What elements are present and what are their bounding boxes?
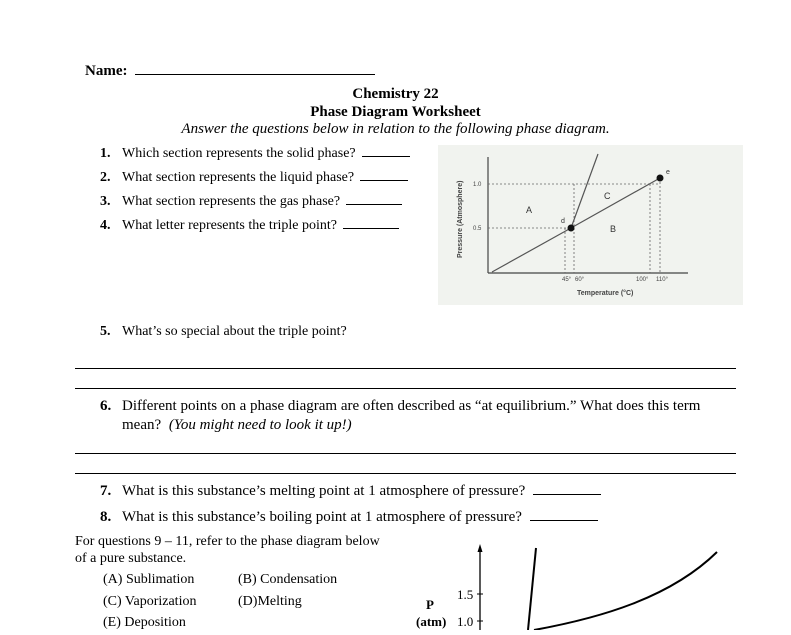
question-number: 4.: [100, 218, 111, 233]
name-field-row: [85, 63, 375, 80]
x-tick-label: 60°: [575, 277, 585, 283]
x-axis-label: Temperature (°C): [577, 290, 634, 297]
y-tick-label: 1.5: [457, 587, 474, 602]
section2-intro-2: of a pure substance.: [75, 551, 187, 566]
vaporization-curve: [534, 552, 717, 630]
option-e: [103, 615, 186, 631]
option-label: (E): [103, 615, 121, 630]
answer-line[interactable]: [75, 473, 736, 474]
worksheet-title: Phase Diagram Worksheet: [310, 104, 481, 120]
section2-intro-1: For questions 9 – 11, refer to the phase diagram below: [75, 534, 380, 549]
question-number: 3.: [100, 194, 111, 209]
question-number: 2.: [100, 170, 111, 185]
option-text: Vaporization: [124, 594, 197, 609]
point-label-e: e: [666, 169, 670, 176]
phase-diagram-1: [438, 145, 743, 305]
option-text: Deposition: [124, 615, 186, 630]
course-title: Chemistry 22: [352, 86, 439, 102]
region-label-b: B: [610, 224, 617, 234]
option-a: [103, 572, 194, 588]
question-3: [100, 194, 402, 210]
phase-diagram-1-svg: [438, 145, 743, 305]
option-label: (B): [238, 572, 257, 587]
question-text: Different points on a phase diagram are often described as “at equilibrium.” What does this term: [122, 398, 701, 414]
name-blank[interactable]: [135, 74, 375, 75]
y-axis-label: Pressure (Atmosphere): [457, 180, 464, 258]
triple-point-marker: [568, 225, 575, 232]
critical-point-marker: [657, 175, 664, 182]
answer-blank[interactable]: [346, 204, 402, 205]
question-text: What letter represents the triple point?: [122, 218, 337, 233]
answer-line[interactable]: [75, 388, 736, 389]
name-label: Name:: [85, 63, 128, 79]
question-number: 5.: [100, 324, 111, 339]
question-text: What is this substance’s boiling point at 1 atmosphere of pressure?: [122, 509, 522, 525]
option-text: Sublimation: [125, 572, 195, 587]
instructions: Answer the questions below in relation to the following phase diagram.: [181, 121, 610, 137]
x-tick-label: 110°: [656, 277, 668, 283]
answer-blank[interactable]: [533, 494, 601, 495]
option-label: (A): [103, 572, 123, 587]
question-7: [100, 483, 601, 500]
y-tick-label: 1.0: [473, 182, 482, 188]
y-axis-arrow: [478, 544, 483, 552]
option-text: Melting: [257, 594, 302, 609]
phase-diagram-2: [410, 540, 740, 630]
melting-curve: [528, 548, 536, 630]
vaporization-curve: [571, 178, 660, 228]
option-label: (D): [238, 594, 258, 609]
question-4: [100, 218, 399, 234]
question-text: What section represents the gas phase?: [122, 194, 341, 209]
answer-line[interactable]: [75, 453, 736, 454]
y-tick-label: 1.0: [457, 614, 474, 629]
x-tick-label: 45°: [562, 277, 572, 283]
answer-blank[interactable]: [362, 156, 410, 157]
option-d: [238, 594, 302, 610]
x-tick-label: 100°: [636, 277, 649, 283]
point-label-d: d: [561, 218, 565, 225]
question-number: 6.: [100, 398, 112, 414]
option-text: Condensation: [260, 572, 338, 587]
option-c: [103, 594, 196, 610]
question-text: What is this substance’s melting point at 1 atmosphere of pressure?: [122, 483, 526, 499]
question-hint: (You might need to look it up!): [168, 417, 352, 433]
answer-blank[interactable]: [360, 180, 408, 181]
question-number: 1.: [100, 146, 111, 161]
question-text: What section represents the liquid phase?: [122, 170, 355, 185]
question-8: [100, 509, 598, 526]
melting-curve: [571, 154, 598, 228]
question-text-cont: mean?: [122, 417, 162, 433]
question-text: What’s so special about the triple point?: [122, 324, 347, 339]
pressure-unit: (atm): [416, 614, 447, 629]
pressure-symbol: P: [426, 597, 434, 612]
question-5: [100, 324, 347, 340]
answer-line[interactable]: [75, 368, 736, 369]
option-b: [238, 572, 337, 588]
question-6-continued: [122, 417, 352, 434]
answer-blank[interactable]: [343, 228, 399, 229]
y-tick-label: 0.5: [473, 226, 482, 232]
question-1: [100, 146, 410, 162]
sublimation-curve: [492, 228, 571, 272]
phase-diagram-2-svg: [410, 540, 740, 630]
option-label: (C): [103, 594, 122, 609]
question-6: [100, 398, 740, 415]
question-2: [100, 170, 408, 186]
question-number: 8.: [100, 509, 112, 525]
question-text: Which section represents the solid phase?: [122, 146, 356, 161]
answer-blank[interactable]: [530, 520, 598, 521]
region-label-c: C: [604, 191, 611, 201]
question-number: 7.: [100, 483, 112, 499]
region-label-a: A: [526, 205, 533, 215]
